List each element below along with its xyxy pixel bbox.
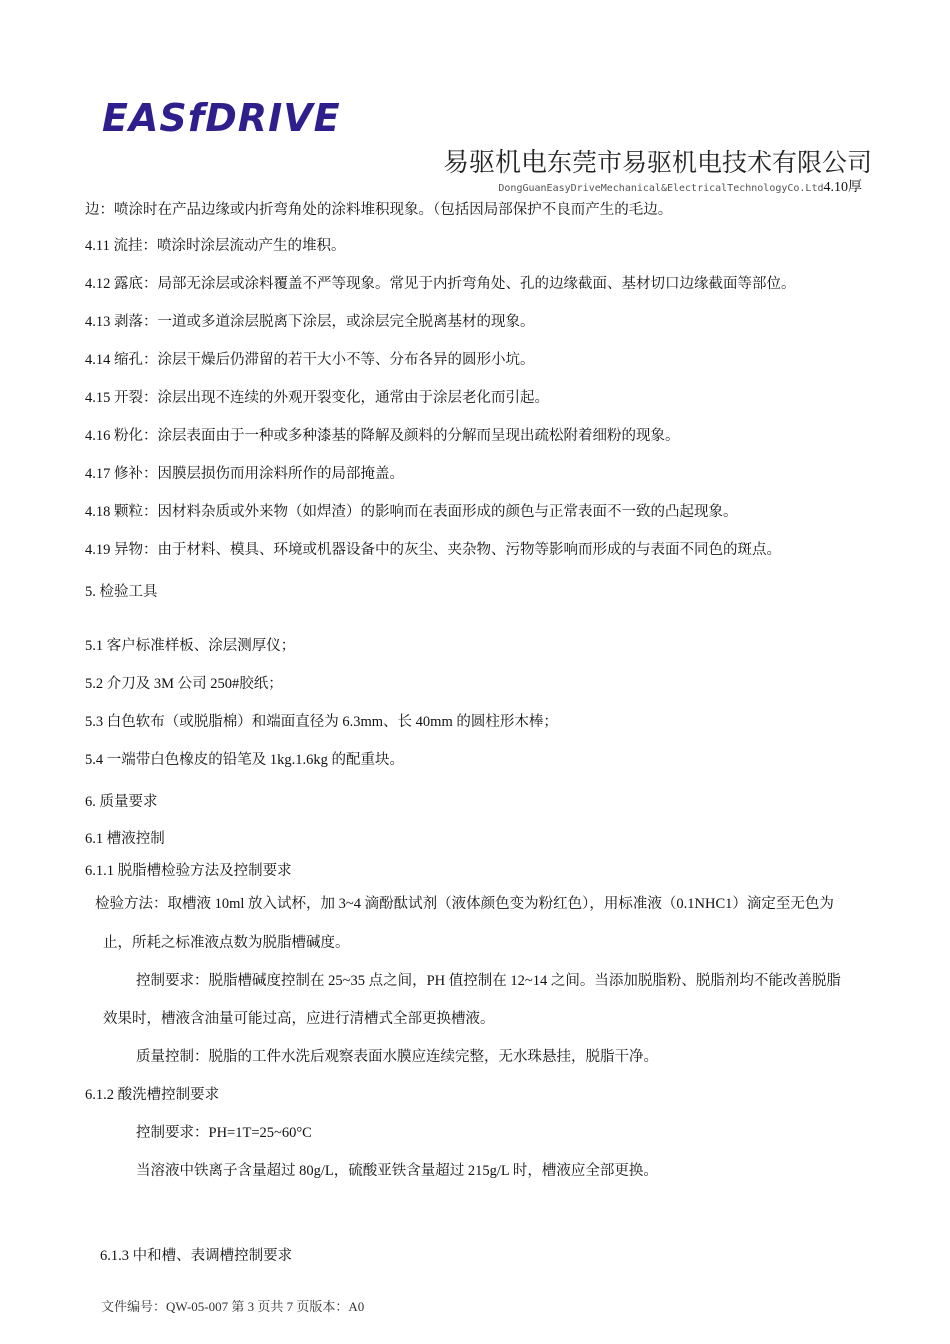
acid-control-requirement: 控制要求：PH=1T=25~60°C [136, 1125, 312, 1141]
company-english-name: DongGuanEasyDriveMechanical&ElectricalTechnologyCo.Ltd [498, 183, 824, 194]
company-full-name: 东莞市易驱机电技术有限公司 [546, 150, 872, 177]
paragraph-4-17: 4.17 修补：因膜层损伤而用涂料所作的局部掩盖。 [85, 466, 404, 482]
paragraph-5-3: 5.3 白色软布（或脱脂棉）和端面直径为 6.3mm、长 40mm 的圆柱形木棒； [85, 714, 558, 730]
paragraph-4-10-cont: 边：喷涂时在产品边缘或内折弯角处的涂料堆积现象。（包括因局部保护不良而产生的毛边。 [85, 202, 673, 218]
paragraph-5-1: 5.1 客户标准样板、涂层测厚仪； [85, 638, 296, 654]
company-name [443, 142, 872, 179]
section-fragment: 厚 [848, 180, 862, 195]
inspection-method-line-2: 止，所耗之标准液点数为脱脂槽碱度。 [103, 935, 350, 951]
heading-6-1-1: 6.1.1 脱脂槽检验方法及控制要求 [85, 863, 292, 879]
control-requirement-line-1: 控制要求：脱脂槽碱度控制在 25~35 点之间，PH 值控制在 12~14 之间。当添加脱脂粉、脱脂剂均不能改善脱脂 [136, 973, 841, 989]
paragraph-4-15: 4.15 开裂：涂层出现不连续的外观开裂变化，通常由于涂层老化而引起。 [85, 390, 549, 406]
paragraph-4-12: 4.12 露底：局部无涂层或涂料覆盖不严等现象。常见于内折弯角处、孔的边缘截面、基材切口边缘截面等部位。 [85, 276, 796, 292]
paragraph-4-13: 4.13 剥落：一道或多道涂层脱离下涂层，或涂层完全脱离基材的现象。 [85, 314, 535, 330]
company-short-name: 易驱机电 [442, 148, 547, 177]
paragraph-5-2: 5.2 介刀及 3M 公司 250#胶纸； [85, 676, 283, 692]
paragraph-4-14: 4.14 缩孔：涂层干燥后仍滞留的若干大小不等、分布各异的圆形小坑。 [85, 352, 535, 368]
heading-6: 6. 质量要求 [85, 794, 158, 810]
control-requirement-line-2: 效果时，槽液含油量可能过高，应进行清槽式全部更换槽液。 [103, 1011, 495, 1027]
paragraph-4-16: 4.16 粉化：涂层表面由于一种或多种漆基的降解及颜料的分解而呈现出疏松附着细粉的现象。 [85, 428, 680, 444]
heading-6-1: 6.1 槽液控制 [85, 831, 165, 847]
section-number: 4.10 [823, 180, 848, 195]
company-logo: EASfDRIVE [102, 96, 341, 140]
company-english-line [498, 176, 862, 196]
inspection-method-line-1: 检验方法：取槽液 10ml 放入试杯，加 3~4 滴酚酞试剂（液体颜色变为粉红色），用标准液（0.1NHC1）滴定至无色为 [95, 896, 834, 912]
paragraph-4-19: 4.19 异物：由于材料、模具、环境或机器设备中的灰尘、夹杂物、污物等影响而形成的与表面不同色的斑点。 [85, 542, 781, 558]
paragraph-4-18: 4.18 颗粒：因材料杂质或外来物（如焊渣）的影响而在表面形成的颜色与正常表面不一致的凸起现象。 [85, 504, 738, 520]
paragraph-4-11: 4.11 流挂：喷涂时涂层流动产生的堆积。 [85, 238, 346, 254]
document-footer: 文件编号：QW-05-007 第 3 页共 7 页版本：A0 [101, 1299, 365, 1314]
heading-6-1-3: 6.1.3 中和槽、表调槽控制要求 [100, 1248, 293, 1264]
quality-control-line: 质量控制：脱脂的工件水洗后观察表面水膜应连续完整，无水珠悬挂，脱脂干净。 [136, 1049, 658, 1065]
paragraph-5-4: 5.4 一端带白色橡皮的铅笔及 1kg.1.6kg 的配重块。 [85, 752, 404, 768]
acid-replacement-rule: 当溶液中铁离子含量超过 80g/L，硫酸亚铁含量超过 215g/L 时，槽液应全部更换。 [136, 1163, 658, 1179]
heading-6-1-2: 6.1.2 酸洗槽控制要求 [85, 1087, 220, 1103]
heading-5: 5. 检验工具 [85, 584, 158, 600]
